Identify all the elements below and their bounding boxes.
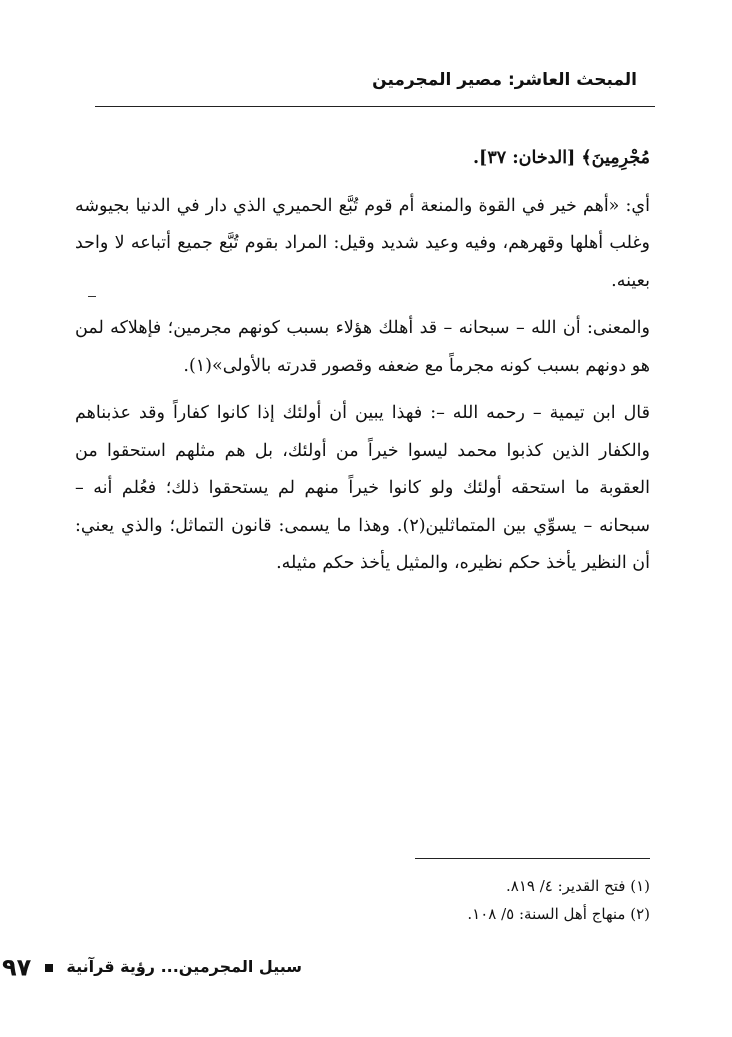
footnote-1: (١) فتح القدير: ٤/ ٨١٩.	[505, 877, 650, 895]
page-footer	[2, 952, 302, 983]
footer-book-title: سبيل المجرمين... رؤية قرآنية	[66, 957, 302, 976]
footnote-divider	[415, 858, 650, 859]
footnotes	[150, 872, 650, 928]
page-number: ٩٧	[1, 953, 32, 982]
verse-ending: مُجْرِمِينَ﴾ [الدخان: ٣٧].	[472, 148, 650, 168]
footnote-2: (٢) منهاج أهل السنة: ٥/ ١٠٨.	[467, 905, 650, 923]
running-header: المبحث العاشر: مصير المجرمين	[372, 70, 637, 90]
paragraph-meaning: والمعنى: أن الله – سبحانه – قد أهلك هؤلاء بسبب كونهم مجرمين؛ فإهلاكه لمن هو دونهم بسبب كونه مجرماً مع ضعفه وقصور قدرته بالأولى»(١).	[75, 318, 650, 376]
main-text	[75, 140, 650, 593]
header-divider	[95, 106, 655, 107]
paragraph-ibn-taymiyyah: قال ابن تيمية – رحمه الله –: فهذا يبين أن أولئك إذا كانوا كفاراً وقد عذبناهم والكفار الذين كذبوا محمد ليسوا خيراً من أولئك، بل هم مثلهم استحقوا من العقوبة ما استحقه أولئك ولو كانوا خيراً منهم لم يستحقوا ذلك؛ فعُلم أنه – سبحانه – يسوِّي بين المتماثلين(٢). وهذا ما يسمى: قانون التماثل؛ والذي يعني: أن النظير يأخذ حكم نظيره، والمثيل يأخذ حكم مثيله.	[75, 403, 650, 573]
paragraph-tafsir: أي: «أهم خير في القوة والمنعة أم قوم تُبَّع الحميري الذي دار في الدنيا بجيوشه وغلب أهلها وقهرهم، وفيه وعيد شديد وقيل: المراد بقوم تُبَّع جميع أتباعه لا واحد بعينه.	[75, 195, 650, 291]
square-bullet-icon	[45, 964, 53, 972]
